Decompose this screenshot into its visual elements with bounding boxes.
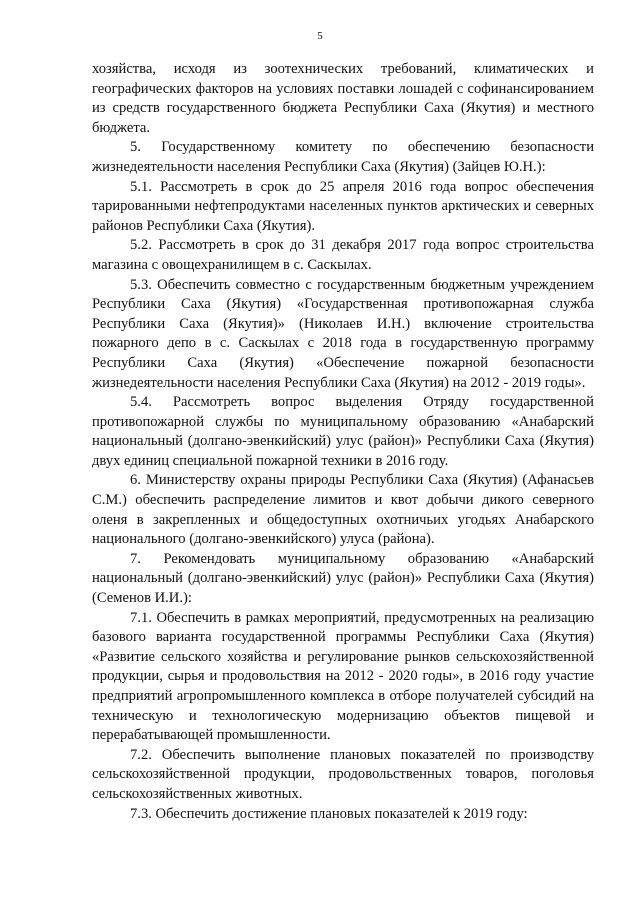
paragraph-item-6: 6. Министерству охраны природы Республики Саха (Якутия) (Афанасьев С.М.) обеспечить распределение лимитов и квот добычи дикого северного оленя в закрепленных и общедоступных охотничьих угодьях Анабарского национального (долгано-эвенкийского) улуса (района). [92, 472, 594, 548]
paragraph-item-7-2: 7.2. Обеспечить выполнение плановых показателей по производству сельскохозяйственной продукции, продовольственных товаров, поголовья сельскохозяйственных животных. [92, 746, 594, 802]
paragraph-item-5-4: 5.4. Рассмотреть вопрос выделения Отряду государственной противопожарной службы по муниципальному образованию «Анабарский национальный (долгано-эвенкийский) улус (район)» Республики Саха (Якутия) двух единиц специальной пожарной техники в 2016 году. [92, 394, 594, 469]
page-number: 5 [317, 30, 323, 42]
paragraph-item-5-3: 5.3. Обеспечить совместно с государственным бюджетным учреждением Республики Саха (Якутия) «Государственная противопожарная служба Республики Саха (Якутия)» (Николаев И.Н.) включение строительства пожарного депо в с. Саскылах с 2018 года в государственную программу Республики Саха (Якутия) «Обеспечение пожарной безопасности жизнедеятельности населения Республики Саха (Якутия) на 2012 - 2019 годы». [92, 276, 594, 391]
paragraph-item-7: 7. Рекомендовать муниципальному образованию «Анабарский национальный (долгано-эвенкийский) улус (район)» Республики Саха (Якутия) (Семенов И.И.): [92, 550, 594, 607]
paragraph-continuation: хозяйства, исходя из зоотехнических требований, климатических и географических факторов на условиях поставки лошадей с софинансированием из средств государственного бюджета Республики Саха (Якутия) и местного бюджета. [92, 61, 594, 136]
paragraph-item-7-1: 7.1. Обеспечить в рамках мероприятий, предусмотренных на реализацию базового варианта государственной программы Республики Саха (Якутия) «Развитие сельского хозяйства и регулирование рынков сельскохозяйственной продукции, сырья и продовольствия на 2012 - 2020 годы», в 2016 году участие предприятий агропромышленного комплекса в отборе получателей субсидий на техническую и технологическую модернизацию объектов пищевой и перерабатывающей промышленности. [92, 609, 594, 744]
paragraph-item-5-1: 5.1. Рассмотреть в срок до 25 апреля 2016 года вопрос обеспечения тарированными нефтепродуктами населенных пунктов арктических и северных районов Республики Саха (Якутия). [92, 178, 594, 234]
paragraph-item-5-2: 5.2. Рассмотреть в срок до 31 декабря 2017 года вопрос строительства магазина с овощехранилищем в с. Саскылах. [92, 237, 594, 273]
paragraph-item-5: 5. Государственному комитету по обеспечению безопасности жизнедеятельности населения Республики Саха (Якутия) (Зайцев Ю.Н.): [92, 139, 594, 175]
paragraph-item-7-3: 7.3. Обеспечить достижение плановых показателей к 2019 году: [130, 805, 528, 822]
document-body [92, 60, 594, 824]
